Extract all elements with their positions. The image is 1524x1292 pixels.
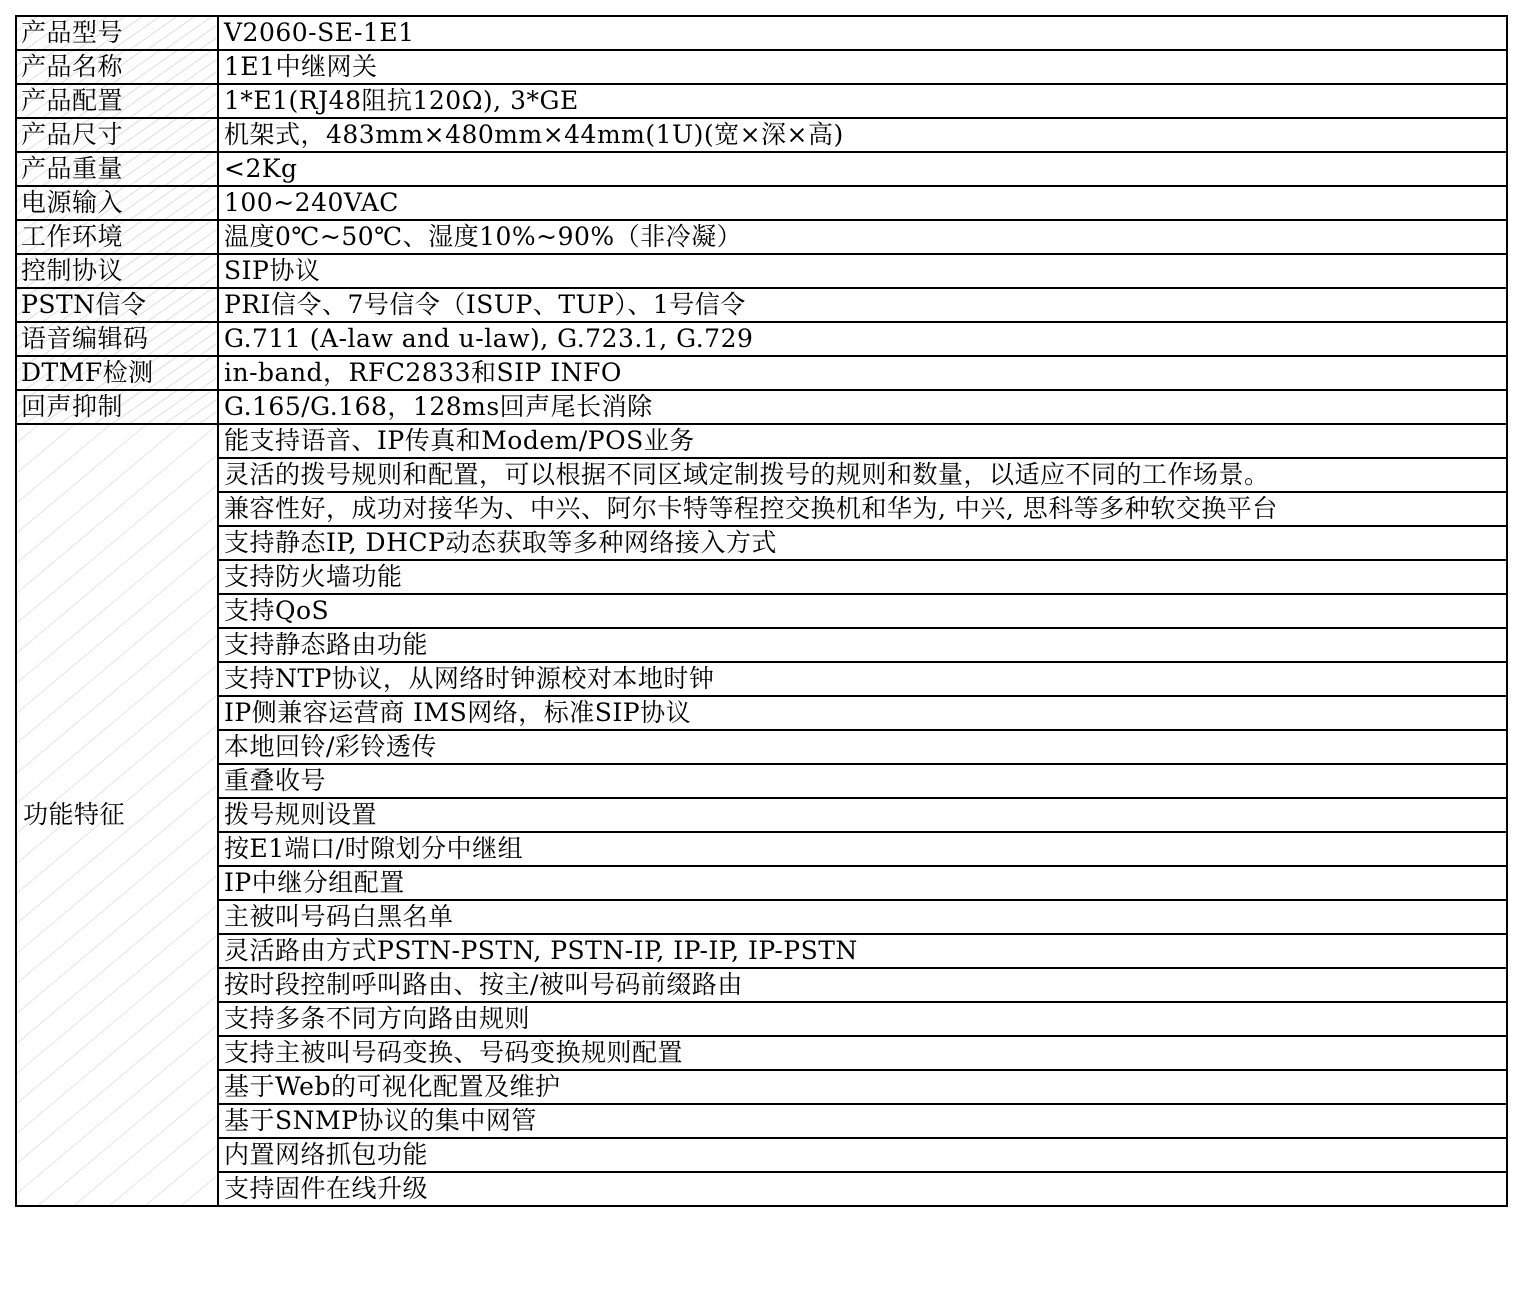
feature-row — [16, 900, 1507, 934]
feature-row — [16, 1036, 1507, 1070]
spec-row — [16, 152, 1507, 186]
spec-row — [16, 16, 1507, 50]
spec-table-body — [16, 16, 1507, 1206]
spec-label: 产品配置 — [16, 84, 218, 118]
spec-value: G.711 (A-law and u-law), G.723.1, G.729 — [218, 322, 1507, 356]
spec-value: V2060-SE-1E1 — [218, 16, 1507, 50]
feature-row — [16, 594, 1507, 628]
feature-row — [16, 560, 1507, 594]
feature-row — [16, 1070, 1507, 1104]
spec-label: 回声抑制 — [16, 390, 218, 424]
feature-row — [16, 730, 1507, 764]
spec-value: 1*E1(RJ48阻抗120Ω), 3*GE — [218, 84, 1507, 118]
feature-item: 基于SNMP协议的集中网管 — [218, 1104, 1507, 1138]
feature-item: IP侧兼容运营商 IMS网络，标准SIP协议 — [218, 696, 1507, 730]
feature-row — [16, 798, 1507, 832]
feature-item: IP中继分组配置 — [218, 866, 1507, 900]
feature-item: 支持静态路由功能 — [218, 628, 1507, 662]
spec-value: 100~240VAC — [218, 186, 1507, 220]
spec-label: PSTN信令 — [16, 288, 218, 322]
feature-row — [16, 662, 1507, 696]
spec-row — [16, 50, 1507, 84]
feature-row — [16, 1104, 1507, 1138]
spec-table — [15, 15, 1508, 1207]
feature-row — [16, 696, 1507, 730]
spec-label: 产品尺寸 — [16, 118, 218, 152]
spec-value: PRI信令、7号信令（ISUP、TUP）、1号信令 — [218, 288, 1507, 322]
spec-value: G.165/G.168，128ms回声尾长消除 — [218, 390, 1507, 424]
spec-label: DTMF检测 — [16, 356, 218, 390]
spec-row — [16, 288, 1507, 322]
spec-label: 产品重量 — [16, 152, 218, 186]
spec-value: 温度0℃~50℃、湿度10%~90%（非冷凝） — [218, 220, 1507, 254]
spec-label: 产品名称 — [16, 50, 218, 84]
feature-item: 主被叫号码白黑名单 — [218, 900, 1507, 934]
feature-item: 基于Web的可视化配置及维护 — [218, 1070, 1507, 1104]
spec-row — [16, 220, 1507, 254]
spec-value: SIP协议 — [218, 254, 1507, 288]
feature-row — [16, 1002, 1507, 1036]
spec-label: 工作环境 — [16, 220, 218, 254]
feature-item: 支持NTP协议，从网络时钟源校对本地时钟 — [218, 662, 1507, 696]
feature-item: 重叠收号 — [218, 764, 1507, 798]
spec-value: 1E1中继网关 — [218, 50, 1507, 84]
feature-row — [16, 764, 1507, 798]
feature-item: 按时段控制呼叫路由、按主/被叫号码前缀路由 — [218, 968, 1507, 1002]
feature-item: 灵活的拨号规则和配置，可以根据不同区域定制拨号的规则和数量，以适应不同的工作场景。 — [218, 458, 1507, 492]
feature-row — [16, 424, 1507, 458]
feature-row — [16, 1138, 1507, 1172]
spec-row — [16, 322, 1507, 356]
spec-value: in-band，RFC2833和SIP INFO — [218, 356, 1507, 390]
feature-row — [16, 832, 1507, 866]
features-label: 功能特征 — [16, 424, 218, 1206]
feature-item: 支持防火墙功能 — [218, 560, 1507, 594]
spec-label: 语音编辑码 — [16, 322, 218, 356]
feature-row — [16, 526, 1507, 560]
spec-row — [16, 84, 1507, 118]
feature-item: 内置网络抓包功能 — [218, 1138, 1507, 1172]
feature-item: 灵活路由方式PSTN-PSTN, PSTN-IP, IP-IP, IP-PSTN — [218, 934, 1507, 968]
feature-item: 支持QoS — [218, 594, 1507, 628]
feature-item: 支持静态IP, DHCP动态获取等多种网络接入方式 — [218, 526, 1507, 560]
spec-row — [16, 254, 1507, 288]
feature-item: 本地回铃/彩铃透传 — [218, 730, 1507, 764]
spec-label: 电源输入 — [16, 186, 218, 220]
feature-row — [16, 492, 1507, 526]
feature-item: 按E1端口/时隙划分中继组 — [218, 832, 1507, 866]
feature-item: 兼容性好，成功对接华为、中兴、阿尔卡特等程控交换机和华为, 中兴, 思科等多种软交换平台 — [218, 492, 1507, 526]
feature-row — [16, 968, 1507, 1002]
feature-item: 支持多条不同方向路由规则 — [218, 1002, 1507, 1036]
feature-row — [16, 1172, 1507, 1206]
feature-row — [16, 628, 1507, 662]
spec-row — [16, 356, 1507, 390]
spec-label: 控制协议 — [16, 254, 218, 288]
feature-item: 能支持语音、IP传真和Modem/POS业务 — [218, 424, 1507, 458]
feature-row — [16, 866, 1507, 900]
feature-item: 支持主被叫号码变换、号码变换规则配置 — [218, 1036, 1507, 1070]
feature-item: 拨号规则设置 — [218, 798, 1507, 832]
spec-row — [16, 118, 1507, 152]
spec-label: 产品型号 — [16, 16, 218, 50]
feature-row — [16, 458, 1507, 492]
spec-row — [16, 186, 1507, 220]
spec-row — [16, 390, 1507, 424]
spec-value: <2Kg — [218, 152, 1507, 186]
feature-row — [16, 934, 1507, 968]
feature-item: 支持固件在线升级 — [218, 1172, 1507, 1206]
spec-value: 机架式，483mm×480mm×44mm(1U)(宽×深×高) — [218, 118, 1507, 152]
